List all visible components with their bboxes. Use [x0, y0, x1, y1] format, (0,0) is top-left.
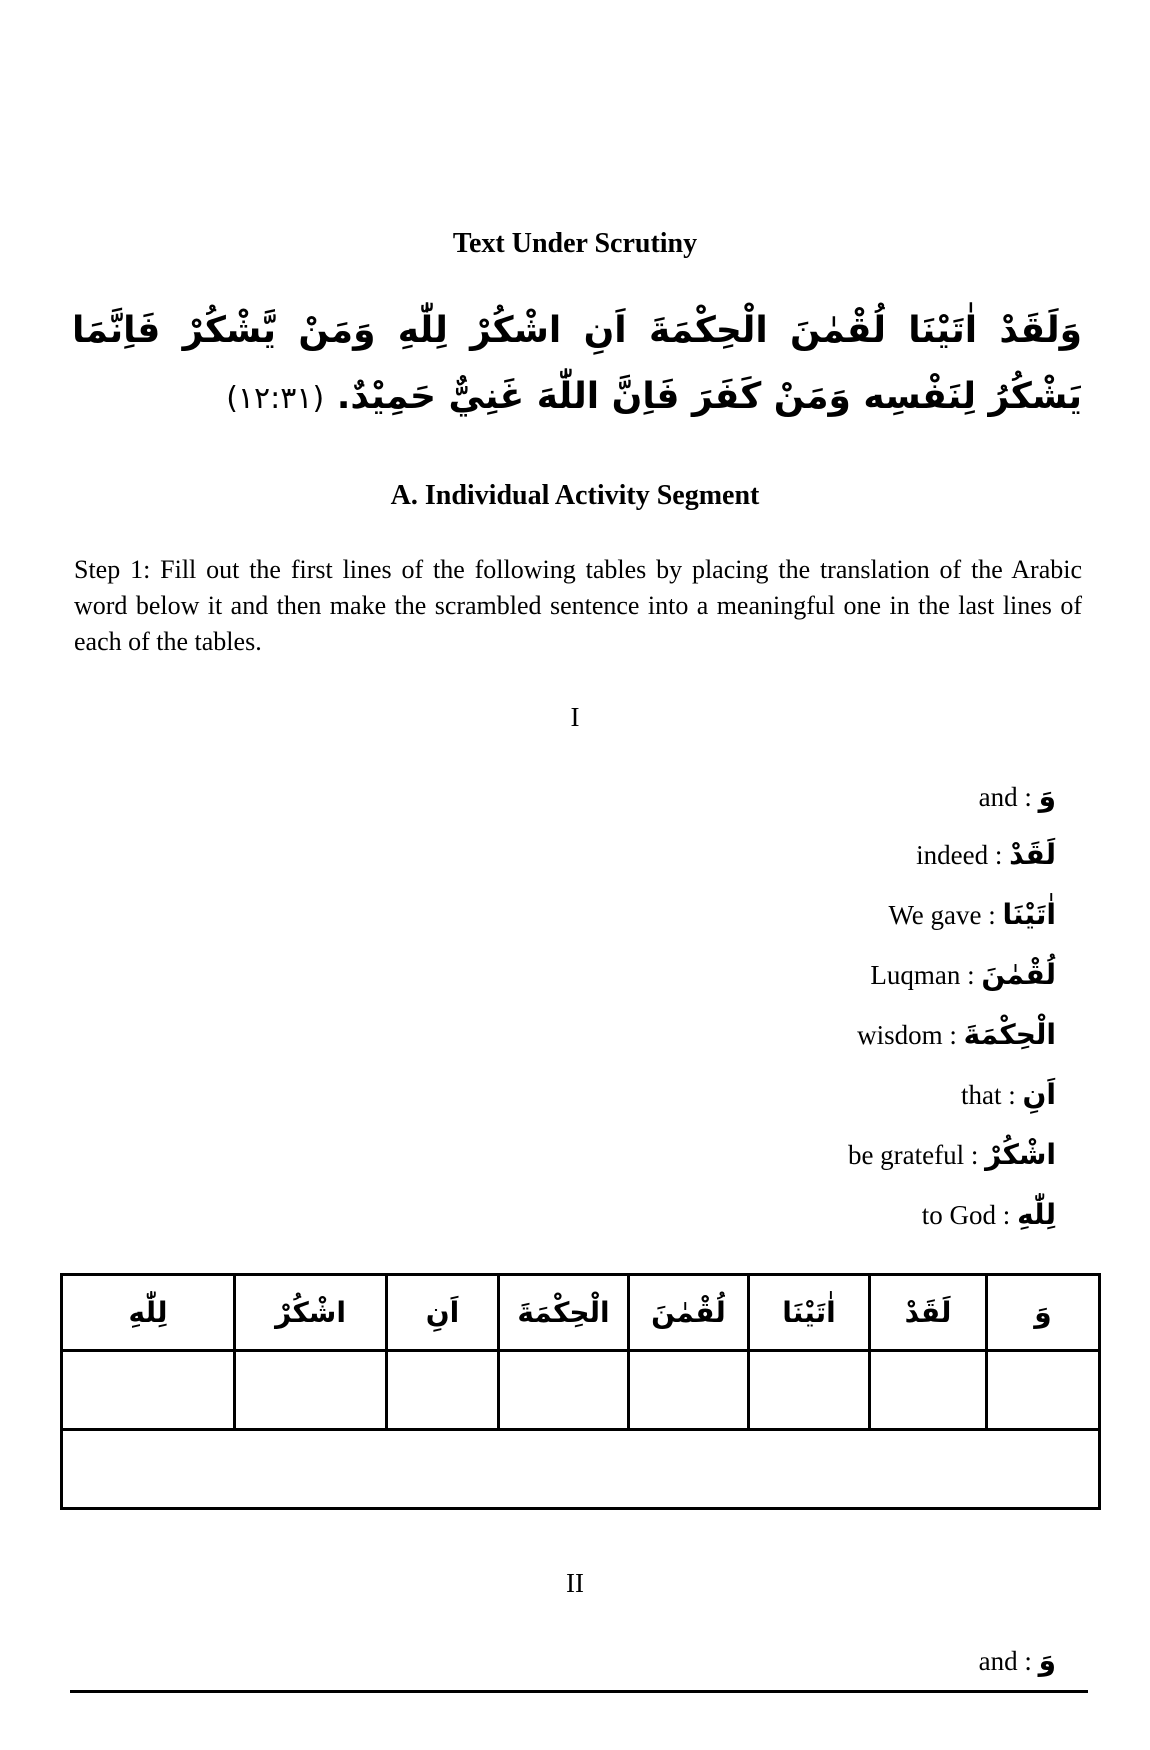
section-heading-activity: A. Individual Activity Segment — [390, 480, 760, 511]
vocab-arabic: لِلّٰهِ — [1017, 1198, 1056, 1231]
step-1-instructions: Step 1: Fill out the first lines of the following tables by placing the translation of the Arabic word below it and then make the scrambled sentence into a meaningful one in the last lines of each of the tables. — [74, 555, 1082, 656]
vocab-arabic: اٰتَيْنَا — [1002, 898, 1056, 931]
vocab-item: and : وَ — [978, 780, 1056, 813]
translation-cell[interactable] — [235, 1351, 387, 1430]
vocab-item: wisdom : الْحِكْمَةَ — [857, 1018, 1056, 1051]
verse-text: وَلَقَدْ اٰتَيْنَا لُقْمٰنَ الْحِكْمَةَ اَنِ اشْكُرْ لِلّٰهِ وَمَنْ يَّشْكُرْ فَاِنَّمَا يَشْكُرُ لِنَفْسِه وَمَنْ كَفَرَ فَاِنَّ اللّٰهَ غَنِيٌّ حَمِيْدٌ. — [72, 310, 1082, 417]
vocab-item: that : اَنِ — [960, 1078, 1056, 1111]
vocab-arabic: الْحِكْمَةَ — [963, 1018, 1056, 1051]
vocab-english: wisdom — [857, 1020, 943, 1050]
section-numeral-1: I — [570, 702, 580, 732]
vocab-english: and — [978, 782, 1018, 812]
vocab-item: and : وَ — [978, 1644, 1056, 1677]
vocab-english: indeed — [916, 840, 989, 870]
vocab-arabic: اَنِ — [1022, 1078, 1056, 1111]
translation-cell[interactable] — [749, 1351, 870, 1430]
sentence-cell[interactable] — [62, 1430, 1100, 1509]
word-cell: اَنِ — [387, 1275, 499, 1351]
translation-cell[interactable] — [499, 1351, 629, 1430]
section-heading-text-under-scrutiny: Text Under Scrutiny — [452, 228, 698, 259]
vocab-arabic: اشْكُرْ — [985, 1138, 1056, 1171]
vocab-item: Luqman : لُقْمٰنَ — [870, 958, 1056, 991]
vocab-arabic: لَقَدْ — [1009, 838, 1056, 871]
word-cell: لِلّٰهِ — [62, 1275, 235, 1351]
vocab-english: and — [978, 1646, 1018, 1676]
arabic-words-row — [62, 1275, 1100, 1351]
word-cell: الْحِكْمَةَ — [499, 1275, 629, 1351]
vocab-arabic: لُقْمٰنَ — [981, 958, 1056, 991]
section-numeral-2: II — [566, 1568, 584, 1598]
verse-reference: (١٢:٣١) — [226, 381, 325, 416]
word-cell: وَ — [987, 1275, 1100, 1351]
vocab-arabic: وَ — [1038, 1644, 1056, 1677]
vocab-english: to God — [921, 1200, 997, 1230]
vocab-english: be grateful — [847, 1140, 965, 1170]
translation-cell[interactable] — [387, 1351, 499, 1430]
word-cell: اشْكُرْ — [235, 1275, 387, 1351]
quran-verse — [72, 298, 1082, 432]
word-cell: لُقْمٰنَ — [629, 1275, 749, 1351]
translation-row — [62, 1351, 1100, 1430]
vocab-item: to God : لِلّٰهِ — [921, 1198, 1056, 1231]
vocab-arabic: وَ — [1038, 780, 1056, 813]
vocab-item: We gave : اٰتَيْنَا — [888, 898, 1056, 931]
vocab-english: Luqman — [870, 960, 961, 990]
sentence-row — [62, 1430, 1100, 1509]
word-cell: لَقَدْ — [870, 1275, 987, 1351]
translation-cell[interactable] — [62, 1351, 235, 1430]
translation-cell[interactable] — [987, 1351, 1100, 1430]
page-bottom-rule — [70, 1690, 1088, 1693]
translation-cell[interactable] — [629, 1351, 749, 1430]
vocab-english: We gave — [888, 900, 982, 930]
vocab-item: be grateful : اشْكُرْ — [847, 1138, 1056, 1171]
word-cell: اٰتَيْنَا — [749, 1275, 870, 1351]
vocab-english: that — [960, 1080, 1002, 1110]
translation-cell[interactable] — [870, 1351, 987, 1430]
translation-table-1 — [60, 1273, 1101, 1510]
vocab-item: indeed : لَقَدْ — [916, 838, 1056, 871]
